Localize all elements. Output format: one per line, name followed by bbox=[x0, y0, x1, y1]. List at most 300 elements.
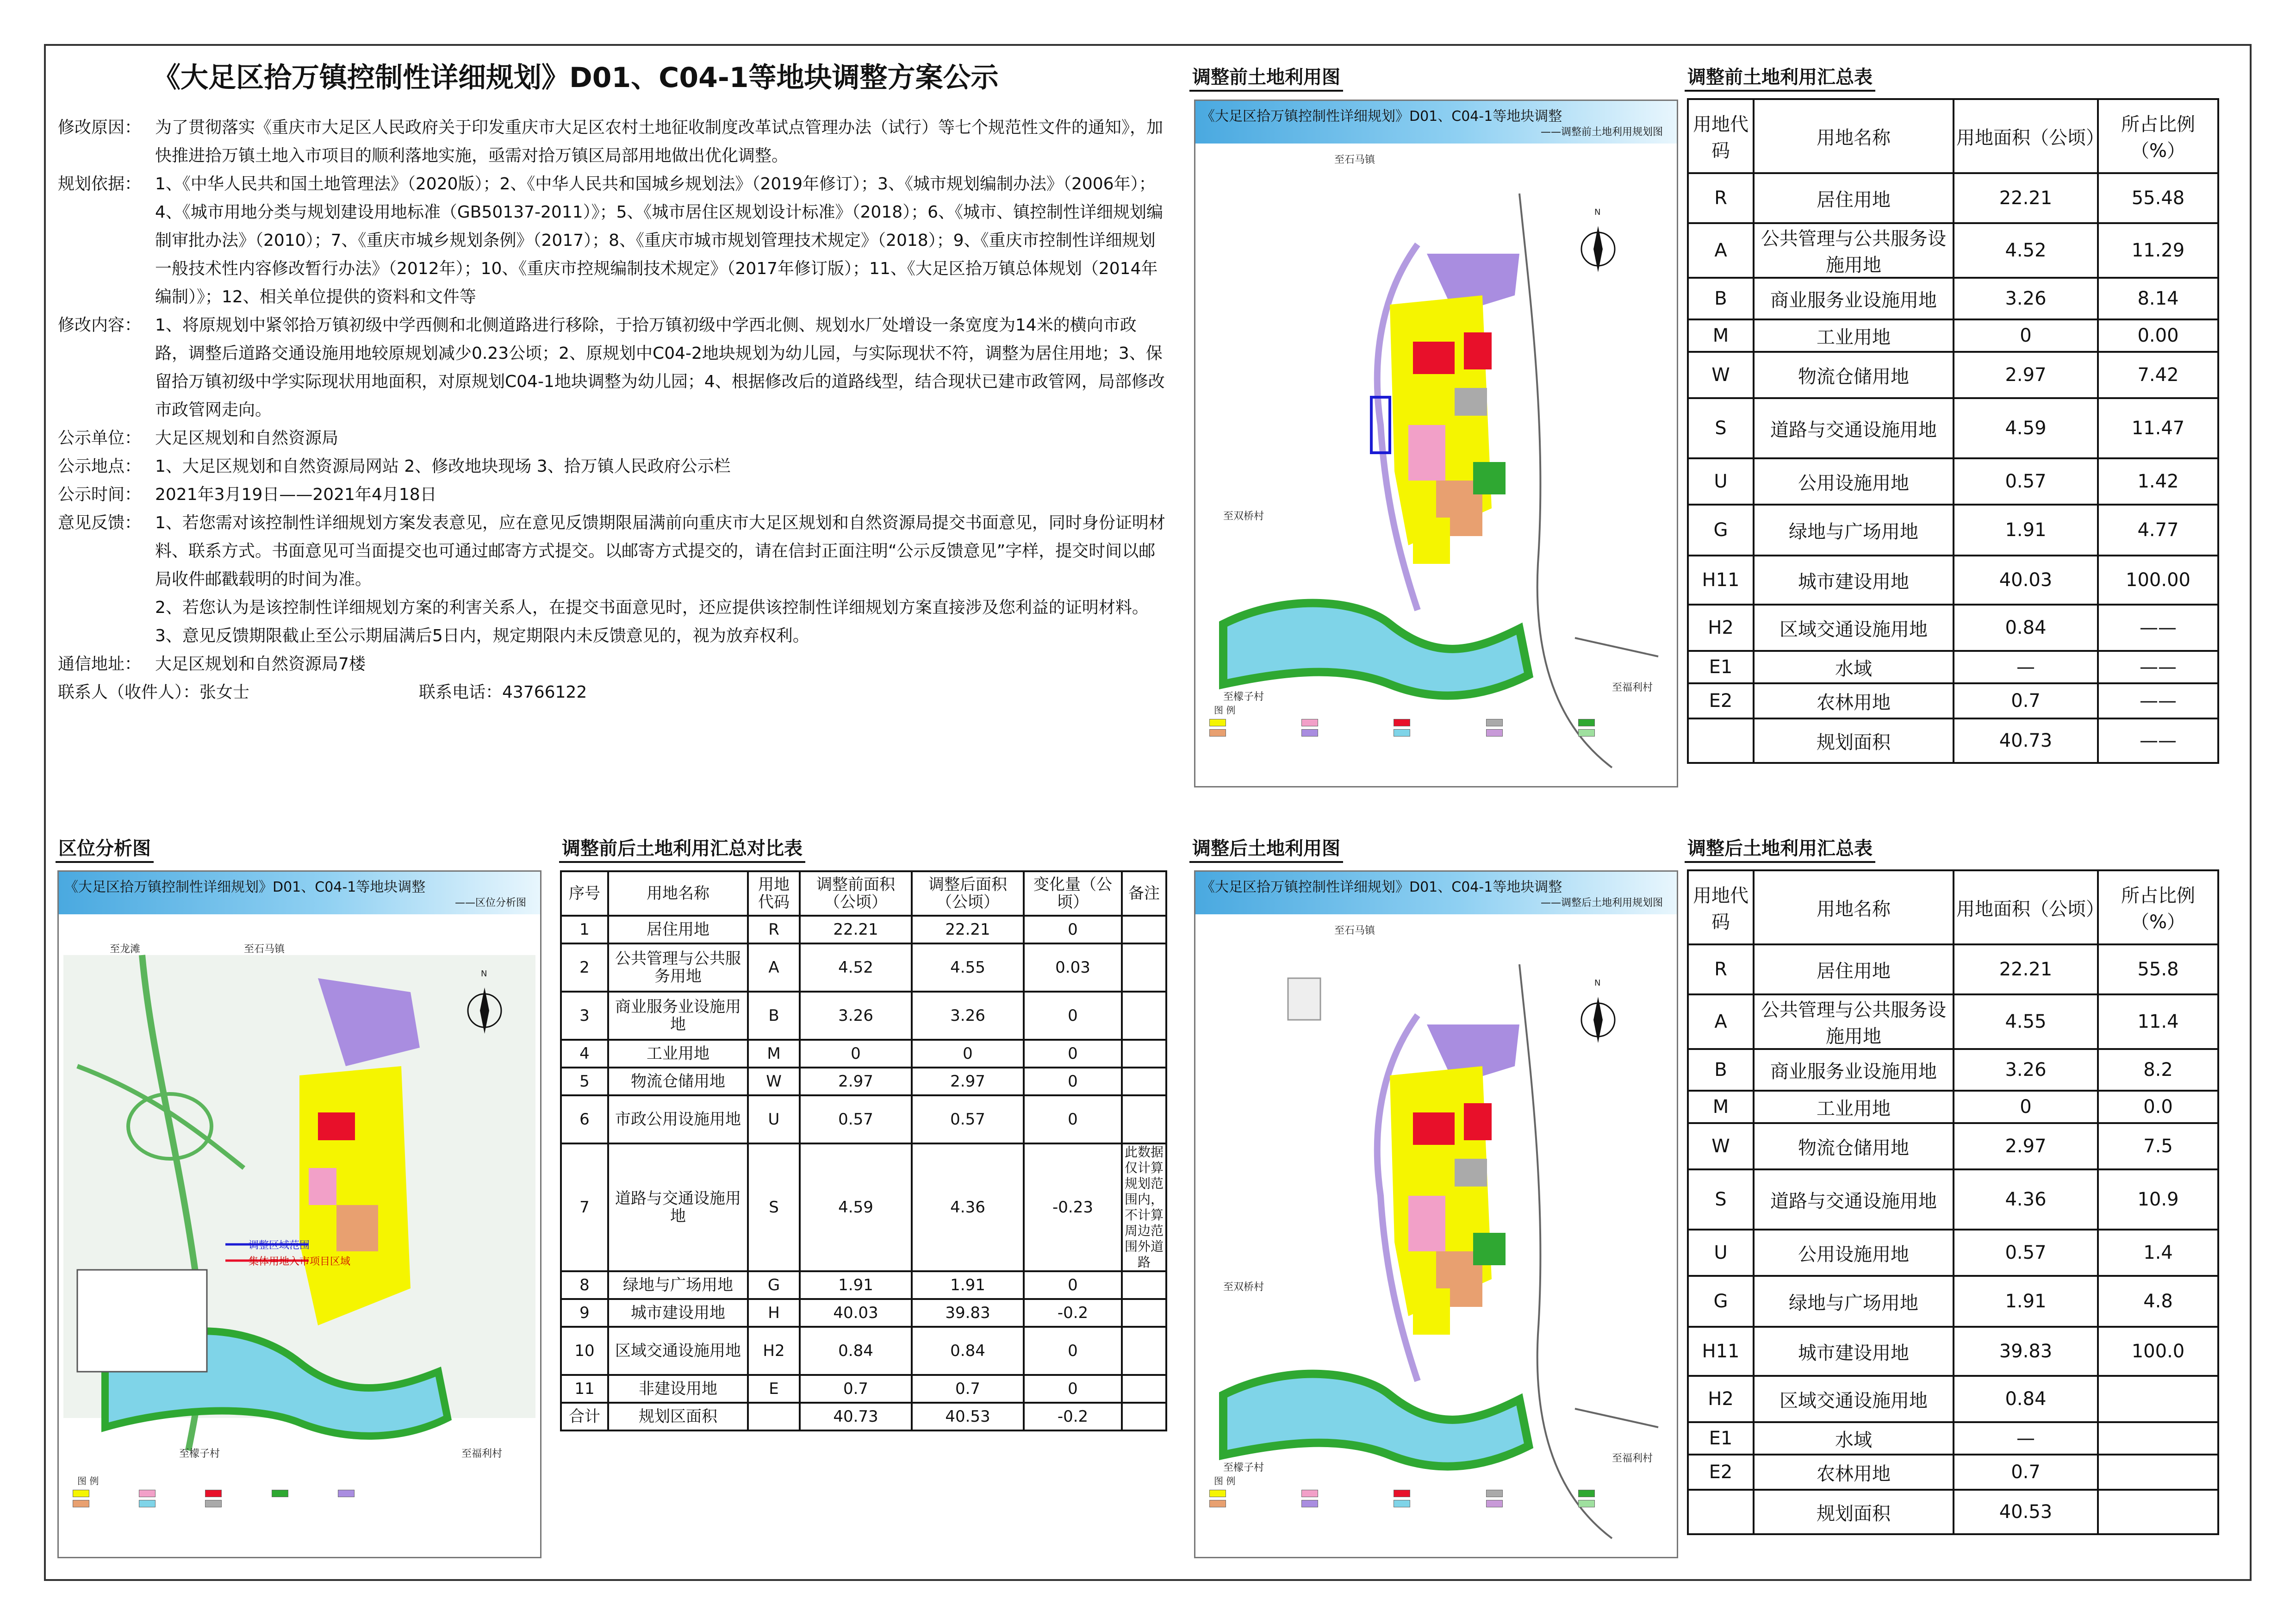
legend-item bbox=[1578, 1490, 1663, 1497]
cell-code: W bbox=[1688, 352, 1754, 398]
map-place-north: 至石马镇 bbox=[1334, 925, 1375, 937]
cell-code: H bbox=[748, 1299, 800, 1327]
cell-index: 7 bbox=[561, 1143, 608, 1271]
location-analysis-map bbox=[57, 870, 541, 1558]
legend-item bbox=[73, 1500, 131, 1507]
cell-code: S bbox=[1688, 398, 1754, 458]
cell-index: 合计 bbox=[561, 1403, 608, 1430]
cell-area: 4.52 bbox=[1954, 223, 2098, 278]
place-row bbox=[58, 452, 1169, 481]
table-row bbox=[1688, 556, 2218, 605]
table-row bbox=[1688, 398, 2218, 458]
table-row bbox=[1688, 173, 2218, 223]
cell-after: 0 bbox=[912, 1040, 1024, 1068]
cell-ratio: 8.2 bbox=[2098, 1049, 2218, 1091]
table-row bbox=[1688, 1091, 2218, 1123]
cell-ratio: —— bbox=[2098, 651, 2218, 683]
header-code: 用地代码 bbox=[748, 871, 800, 916]
cell-ratio: —— bbox=[2098, 683, 2218, 718]
map-header-title: 《大足区拾万镇控制性详细规划》D01、C04-1等地块调整 bbox=[1201, 879, 1562, 895]
cell-index: 2 bbox=[561, 943, 608, 992]
legend-item bbox=[1486, 1490, 1571, 1497]
header-change: 变化量（公顷） bbox=[1024, 871, 1122, 916]
cell-after: 39.83 bbox=[912, 1299, 1024, 1327]
basis-row bbox=[58, 170, 1169, 311]
table-row bbox=[1688, 718, 2218, 763]
legend-item bbox=[1486, 719, 1571, 726]
table-row bbox=[561, 1143, 1166, 1271]
cell-code: E1 bbox=[1688, 651, 1754, 683]
cell-name: 商业服务业设施用地 bbox=[1754, 278, 1954, 319]
cell-area: 0.84 bbox=[1954, 1376, 2098, 1422]
cell-code: B bbox=[1688, 1049, 1754, 1091]
cell-note bbox=[1122, 1299, 1166, 1327]
legend-item bbox=[1209, 1490, 1294, 1497]
cell-change: 0 bbox=[1024, 916, 1122, 943]
cell-code: H2 bbox=[1688, 1376, 1754, 1422]
cell-ratio bbox=[2098, 1422, 2218, 1455]
loc-place-north: 至石马镇 bbox=[244, 943, 285, 955]
table-header-row bbox=[1688, 870, 2218, 944]
table-row bbox=[1688, 223, 2218, 278]
cell-name: 区域交通设施用地 bbox=[1754, 605, 1954, 651]
header-code: 用地代码 bbox=[1688, 870, 1754, 944]
cell-ratio: 10.9 bbox=[2098, 1169, 2218, 1230]
table-row bbox=[1688, 505, 2218, 556]
cell-ratio: 100.0 bbox=[2098, 1327, 2218, 1376]
time-text: 2021年3月19日——2021年4月18日 bbox=[155, 485, 437, 504]
legend-item bbox=[1394, 1500, 1478, 1507]
cell-name: 工业用地 bbox=[1754, 1091, 1954, 1123]
map-place-east: 至福利村 bbox=[1612, 682, 1653, 693]
cell-ratio: —— bbox=[2098, 718, 2218, 763]
cell-ratio: 11.4 bbox=[2098, 994, 2218, 1049]
legend-item bbox=[1209, 729, 1294, 737]
cell-change: 0 bbox=[1024, 1040, 1122, 1068]
cell-code: M bbox=[748, 1040, 800, 1068]
north-arrow-icon: N bbox=[1594, 978, 1601, 988]
header-area: 用地面积（公顷） bbox=[1954, 99, 2098, 173]
address-row bbox=[58, 650, 1169, 678]
cell-note bbox=[1122, 1040, 1166, 1068]
cell-code: R bbox=[1688, 173, 1754, 223]
feedback-item-2: 2、若您认为是该控制性详细规划方案的利害关系人，在提交书面意见时，还应提供该控制性详细规划方案直接涉及您利益的证明材料。 bbox=[155, 598, 1149, 617]
cell-area: 3.26 bbox=[1954, 1049, 2098, 1091]
cell-before: 1.91 bbox=[800, 1271, 912, 1299]
table-row bbox=[561, 1403, 1166, 1430]
cell-code: R bbox=[1688, 944, 1754, 994]
cell-name: 工业用地 bbox=[1754, 319, 1954, 352]
header-after-area: 调整后面积（公顷） bbox=[912, 871, 1024, 916]
cell-before: 40.03 bbox=[800, 1299, 912, 1327]
cell-area: 22.21 bbox=[1954, 944, 2098, 994]
cell-name: 物流仓储用地 bbox=[1754, 1123, 1954, 1169]
table-row bbox=[561, 992, 1166, 1040]
cell-name: 居住用地 bbox=[608, 916, 748, 943]
cell-area: 40.73 bbox=[1954, 718, 2098, 763]
cell-ratio bbox=[2098, 1376, 2218, 1422]
cell-ratio: 7.42 bbox=[2098, 352, 2218, 398]
map-place-north: 至石马镇 bbox=[1334, 154, 1375, 166]
cell-code: E2 bbox=[1688, 1455, 1754, 1490]
cell-area: 0.57 bbox=[1954, 458, 2098, 505]
cell-area: 40.53 bbox=[1954, 1490, 2098, 1534]
collective-land-label: 集体用地入市项目区域 bbox=[249, 1256, 351, 1268]
table-row bbox=[1688, 1490, 2218, 1534]
cell-code: E1 bbox=[1688, 1422, 1754, 1455]
loc-place-nw: 至龙滩 bbox=[110, 943, 141, 955]
header-name: 用地名称 bbox=[1754, 870, 1954, 944]
header-code: 用地代码 bbox=[1688, 99, 1754, 173]
feedback-item-3: 3、意见反馈期限截止至公示期届满后5日内，规定期限内未反馈意见的，视为放弃权利。 bbox=[155, 626, 809, 645]
cell-name: 公共管理与公共服务设施用地 bbox=[1754, 994, 1954, 1049]
cell-code: A bbox=[1688, 223, 1754, 278]
cell-name: 公用设施用地 bbox=[1754, 1230, 1954, 1276]
cell-name: 规划区面积 bbox=[608, 1403, 748, 1430]
cell-note bbox=[1122, 1271, 1166, 1299]
cell-after: 22.21 bbox=[912, 916, 1024, 943]
table-row bbox=[561, 1375, 1166, 1403]
map-place-west: 至双桥村 bbox=[1223, 511, 1264, 522]
cell-code: M bbox=[1688, 1091, 1754, 1123]
table-row bbox=[561, 1327, 1166, 1375]
cell-code bbox=[1688, 718, 1754, 763]
reason-label: 修改原因： bbox=[58, 118, 142, 137]
content-text: 1、将原规划中紧邻拾万镇初级中学西侧和北侧道路进行移除，于拾万镇初级中学西北侧、规划水厂处增设一条宽度为14米的横向市政路，调整后道路交通设施用地较原规划减少0.23公顷；2、原规划中C04-2地块规划为幼儿园，与实际现状不符，调整为居住用地；3、保留拾万镇初级中学实际现状用地面积，对原规划C04-1地块调整为幼儿园；4、根据修改后的道路线型，结合现状已建市政管网，局部修改市政管网走向。 bbox=[155, 316, 1165, 419]
map-legend bbox=[73, 1490, 397, 1507]
cell-change: 0 bbox=[1024, 1327, 1122, 1375]
table-row bbox=[1688, 1455, 2218, 1490]
map-legend bbox=[1209, 719, 1663, 737]
cell-change: 0 bbox=[1024, 1375, 1122, 1403]
cell-ratio: 11.29 bbox=[2098, 223, 2218, 278]
cell-note bbox=[1122, 992, 1166, 1040]
table-row bbox=[1688, 319, 2218, 352]
cell-index: 5 bbox=[561, 1068, 608, 1095]
feedback-item-1: 1、若您需对该控制性详细规划方案发表意见，应在意见反馈期限届满前向重庆市大足区规划和自然资源局提交书面意见，同时身份证明材料、联系方式。书面意见可当面提交也可通过邮寄方式提交。以邮寄方式提交的，请在信封正面注明“公示反馈意见”字样，提交时间以邮局收件邮戳载明的时间为准。 bbox=[155, 513, 1165, 589]
cell-after: 4.36 bbox=[912, 1143, 1024, 1271]
cell-name: 道路与交通设施用地 bbox=[1754, 398, 1954, 458]
map-header-subtitle: ——调整前土地利用规划图 bbox=[1540, 126, 1663, 138]
adjust-area-label: 调整区域范围 bbox=[249, 1240, 310, 1251]
cell-before: 0.7 bbox=[800, 1375, 912, 1403]
map-legend-title: 图 例 bbox=[77, 1475, 99, 1487]
cell-area: 40.03 bbox=[1954, 556, 2098, 605]
table-row bbox=[561, 1068, 1166, 1095]
legend-item bbox=[1301, 719, 1386, 726]
before-land-use-map bbox=[1194, 100, 1678, 787]
legend-item bbox=[1394, 719, 1478, 726]
cell-before: 0.84 bbox=[800, 1327, 912, 1375]
cell-area: 1.91 bbox=[1954, 505, 2098, 556]
legend-item bbox=[338, 1490, 397, 1497]
legend-item bbox=[205, 1500, 264, 1507]
cell-name: 公用设施用地 bbox=[1754, 458, 1954, 505]
table-row bbox=[561, 1040, 1166, 1068]
cell-name: 物流仓储用地 bbox=[1754, 352, 1954, 398]
cell-code: S bbox=[1688, 1169, 1754, 1230]
cell-name: 居住用地 bbox=[1754, 944, 1954, 994]
legend-item bbox=[1209, 719, 1294, 726]
cell-code: A bbox=[1688, 994, 1754, 1049]
map-place-south: 至檬子村 bbox=[1223, 691, 1264, 703]
cell-index: 1 bbox=[561, 916, 608, 943]
cell-area: 22.21 bbox=[1954, 173, 2098, 223]
table-row bbox=[1688, 1276, 2218, 1327]
contact-text: 联系人（收件人）：张女士 bbox=[58, 683, 250, 702]
cell-code: G bbox=[1688, 1276, 1754, 1327]
legend-item bbox=[1486, 729, 1571, 737]
cell-name: 城市建设用地 bbox=[1754, 556, 1954, 605]
cell-change: -0.2 bbox=[1024, 1299, 1122, 1327]
cell-name: 物流仓储用地 bbox=[608, 1068, 748, 1095]
cell-name: 工业用地 bbox=[608, 1040, 748, 1068]
legend-item bbox=[1578, 1500, 1663, 1507]
cell-note bbox=[1122, 943, 1166, 992]
cell-note bbox=[1122, 1403, 1166, 1430]
table-row bbox=[561, 1299, 1166, 1327]
cell-area: 0 bbox=[1954, 319, 2098, 352]
map-header-subtitle: ——区位分析图 bbox=[454, 897, 526, 909]
cell-name: 公共管理与公共服务设施用地 bbox=[1754, 223, 1954, 278]
cell-area: 4.36 bbox=[1954, 1169, 2098, 1230]
cell-change: 0 bbox=[1024, 1068, 1122, 1095]
notice-text-block bbox=[58, 113, 1169, 706]
legend-item bbox=[139, 1490, 198, 1497]
time-row bbox=[58, 481, 1169, 509]
cell-name: 绿地与广场用地 bbox=[608, 1271, 748, 1299]
cell-after: 4.55 bbox=[912, 943, 1024, 992]
cell-ratio: 1.4 bbox=[2098, 1230, 2218, 1276]
cell-area: 0.7 bbox=[1954, 1455, 2098, 1490]
cell-name: 农林用地 bbox=[1754, 683, 1954, 718]
table-row bbox=[1688, 1327, 2218, 1376]
compare-table-title: 调整前后土地利用汇总对比表 bbox=[559, 836, 805, 863]
header-area: 用地面积（公顷） bbox=[1954, 870, 2098, 944]
cell-code: A bbox=[748, 943, 800, 992]
cell-before: 3.26 bbox=[800, 992, 912, 1040]
table-row bbox=[1688, 278, 2218, 319]
place-text: 1、大足区规划和自然资源局网站 2、修改地块现场 3、拾万镇人民政府公示栏 bbox=[155, 457, 731, 476]
after-table-title: 调整后土地利用汇总表 bbox=[1685, 836, 1875, 863]
cell-after: 1.91 bbox=[912, 1271, 1024, 1299]
compare-table bbox=[560, 870, 1167, 1431]
north-arrow-icon: N bbox=[481, 969, 487, 979]
cell-index: 10 bbox=[561, 1327, 608, 1375]
cell-name: 农林用地 bbox=[1754, 1455, 1954, 1490]
header-name: 用地名称 bbox=[608, 871, 748, 916]
address-text: 大足区规划和自然资源局7楼 bbox=[155, 655, 366, 674]
content-row bbox=[58, 311, 1169, 424]
cell-ratio: 55.8 bbox=[2098, 944, 2218, 994]
legend-item bbox=[139, 1500, 198, 1507]
cell-code: H2 bbox=[1688, 605, 1754, 651]
cell-note bbox=[1122, 1068, 1166, 1095]
cell-ratio: 100.00 bbox=[2098, 556, 2218, 605]
cell-after: 2.97 bbox=[912, 1068, 1024, 1095]
cell-index: 4 bbox=[561, 1040, 608, 1068]
legend-item bbox=[1394, 729, 1478, 737]
cell-after: 40.53 bbox=[912, 1403, 1024, 1430]
cell-index: 6 bbox=[561, 1095, 608, 1143]
table-row bbox=[561, 1095, 1166, 1143]
map-legend bbox=[1209, 1490, 1663, 1507]
cell-index: 8 bbox=[561, 1271, 608, 1299]
cell-name: 绿地与广场用地 bbox=[1754, 1276, 1954, 1327]
cell-name: 规划面积 bbox=[1754, 1490, 1954, 1534]
cell-name: 非建设用地 bbox=[608, 1375, 748, 1403]
table-header-row bbox=[1688, 99, 2218, 173]
cell-area: 4.55 bbox=[1954, 994, 2098, 1049]
map-place-south: 至檬子村 bbox=[1223, 1462, 1264, 1474]
legend-item bbox=[1578, 729, 1663, 737]
table-row bbox=[1688, 458, 2218, 505]
reason-row bbox=[58, 113, 1169, 170]
legend-item bbox=[1301, 729, 1386, 737]
cell-change: 0 bbox=[1024, 1271, 1122, 1299]
map-place-west: 至双桥村 bbox=[1223, 1281, 1264, 1293]
feedback-text bbox=[155, 509, 1169, 650]
cell-name: 绿地与广场用地 bbox=[1754, 505, 1954, 556]
cell-code: U bbox=[1688, 1230, 1754, 1276]
cell-code: G bbox=[748, 1271, 800, 1299]
cell-note: 此数据仅计算规划范围内，不计算周边范围外道路 bbox=[1122, 1143, 1166, 1271]
page-title: 《大足区拾万镇控制性详细规划》D01、C04-1等地块调整方案公示 bbox=[153, 62, 999, 94]
table-row bbox=[561, 943, 1166, 992]
table-row bbox=[561, 1271, 1166, 1299]
legend-item bbox=[1486, 1500, 1571, 1507]
cell-before: 0 bbox=[800, 1040, 912, 1068]
cell-ratio: 1.42 bbox=[2098, 458, 2218, 505]
cell-before: 4.52 bbox=[800, 943, 912, 992]
cell-before: 2.97 bbox=[800, 1068, 912, 1095]
cell-change: -0.2 bbox=[1024, 1403, 1122, 1430]
table-row bbox=[1688, 651, 2218, 683]
before-table-title: 调整前土地利用汇总表 bbox=[1685, 65, 1875, 92]
cell-area: 0.84 bbox=[1954, 605, 2098, 651]
cell-area: 0.57 bbox=[1954, 1230, 2098, 1276]
basis-label: 规划依据： bbox=[58, 175, 142, 194]
cell-change: 0 bbox=[1024, 992, 1122, 1040]
cell-name: 区域交通设施用地 bbox=[1754, 1376, 1954, 1422]
table-row bbox=[1688, 1376, 2218, 1422]
feedback-row bbox=[58, 509, 1169, 650]
cell-after: 0.57 bbox=[912, 1095, 1024, 1143]
header-index: 序号 bbox=[561, 871, 608, 916]
cell-name: 城市建设用地 bbox=[608, 1299, 748, 1327]
cell-name: 公共管理与公共服务用地 bbox=[608, 943, 748, 992]
cell-code: R bbox=[748, 916, 800, 943]
cell-before: 40.73 bbox=[800, 1403, 912, 1430]
cell-area: 4.59 bbox=[1954, 398, 2098, 458]
before-summary-table bbox=[1687, 98, 2219, 764]
legend-item bbox=[1394, 1490, 1478, 1497]
table-row bbox=[1688, 994, 2218, 1049]
cell-name: 居住用地 bbox=[1754, 173, 1954, 223]
after-map-drawing bbox=[1195, 872, 1677, 1557]
cell-note bbox=[1122, 1095, 1166, 1143]
cell-code: E bbox=[748, 1375, 800, 1403]
header-ratio: 所占比例（%） bbox=[2098, 99, 2218, 173]
table-row bbox=[1688, 1049, 2218, 1091]
unit-label: 公示单位： bbox=[58, 429, 142, 448]
cell-area: 0.7 bbox=[1954, 683, 2098, 718]
cell-change: 0 bbox=[1024, 1095, 1122, 1143]
unit-row bbox=[58, 424, 1169, 452]
cell-after: 0.7 bbox=[912, 1375, 1024, 1403]
legend-item bbox=[272, 1490, 330, 1497]
cell-ratio bbox=[2098, 1455, 2218, 1490]
after-map-title: 调整后土地利用图 bbox=[1189, 836, 1343, 863]
cell-code: G bbox=[1688, 505, 1754, 556]
cell-index: 9 bbox=[561, 1299, 608, 1327]
cell-before: 0.57 bbox=[800, 1095, 912, 1143]
legend-item bbox=[205, 1490, 264, 1497]
cell-area: 0 bbox=[1954, 1091, 2098, 1123]
before-map-drawing bbox=[1195, 101, 1677, 786]
cell-name: 区域交通设施用地 bbox=[608, 1327, 748, 1375]
cell-note bbox=[1122, 1375, 1166, 1403]
cell-name: 水域 bbox=[1754, 1422, 1954, 1455]
time-label: 公示时间： bbox=[58, 485, 142, 504]
cell-before: 4.59 bbox=[800, 1143, 912, 1271]
table-row bbox=[1688, 683, 2218, 718]
feedback-label: 意见反馈： bbox=[58, 513, 142, 532]
cell-index: 3 bbox=[561, 992, 608, 1040]
table-row bbox=[561, 916, 1166, 943]
table-row bbox=[1688, 1230, 2218, 1276]
cell-ratio: 8.14 bbox=[2098, 278, 2218, 319]
table-row bbox=[1688, 605, 2218, 651]
loc-place-east: 至福利村 bbox=[461, 1448, 503, 1460]
cell-code: W bbox=[1688, 1123, 1754, 1169]
cell-code: M bbox=[1688, 319, 1754, 352]
cell-name: 商业服务业设施用地 bbox=[1754, 1049, 1954, 1091]
legend-item bbox=[1301, 1490, 1386, 1497]
cell-ratio: 7.5 bbox=[2098, 1123, 2218, 1169]
cell-before: 22.21 bbox=[800, 916, 912, 943]
map-header-title: 《大足区拾万镇控制性详细规划》D01、C04-1等地块调整 bbox=[1201, 108, 1562, 125]
cell-name: 规划面积 bbox=[1754, 718, 1954, 763]
table-row bbox=[1688, 1123, 2218, 1169]
reason-text: 为了贯彻落实《重庆市大足区人民政府关于印发重庆市大足区农村土地征收制度改革试点管理办法（试行）等七个规范性文件的通知》，加快推进拾万镇土地入市项目的顺利落地实施，亟需对拾万镇区局部用地做出优化调整。 bbox=[155, 118, 1164, 165]
cell-area: — bbox=[1954, 651, 2098, 683]
header-ratio: 所占比例（%） bbox=[2098, 870, 2218, 944]
legend-item bbox=[1578, 719, 1663, 726]
cell-code bbox=[1688, 1490, 1754, 1534]
basis-text: 1、《中华人民共和国土地管理法》（2020版）；2、《中华人民共和国城乡规划法》（2019年修订）；3、《城市规划编制办法》（2006年）；4、《城市用地分类与规划建设用地标准（GB50137-2011）》；5、《城市居住区规划设计标准》（2018）；6、《城市、镇控制性详细规划编制审批办法》（2010）；7、《重庆市城乡规划条例》（2017）；8、《重庆市城市规划管理技术规定》（2018）；9、《重庆市控制性详细规划一般技术性内容修改暂行办法》（2012年）；10、《重庆市控规编制技术规定》（2017年修订版）；11、《大足区拾万镇总体规划（2014年编制）》；12、相关单位提供的资料和文件等 bbox=[155, 175, 1164, 306]
cell-ratio: —— bbox=[2098, 605, 2218, 651]
cell-code: B bbox=[748, 992, 800, 1040]
map-place-east: 至福利村 bbox=[1612, 1453, 1653, 1464]
cell-area: — bbox=[1954, 1422, 2098, 1455]
cell-ratio: 4.77 bbox=[2098, 505, 2218, 556]
contact-row bbox=[58, 678, 1169, 706]
cell-area: 2.97 bbox=[1954, 352, 2098, 398]
cell-name: 市政公用设施用地 bbox=[608, 1095, 748, 1143]
cell-code: S bbox=[748, 1143, 800, 1271]
cell-ratio: 4.8 bbox=[2098, 1276, 2218, 1327]
content-label: 修改内容： bbox=[58, 316, 142, 335]
cell-ratio: 55.48 bbox=[2098, 173, 2218, 223]
table-row bbox=[1688, 352, 2218, 398]
loc-place-south: 至檬子村 bbox=[179, 1448, 220, 1460]
unit-text: 大足区规划和自然资源局 bbox=[155, 429, 339, 448]
map-legend-title: 图 例 bbox=[1214, 705, 1236, 716]
cell-code: H11 bbox=[1688, 556, 1754, 605]
cell-after: 3.26 bbox=[912, 992, 1024, 1040]
table-header-row bbox=[561, 871, 1166, 916]
